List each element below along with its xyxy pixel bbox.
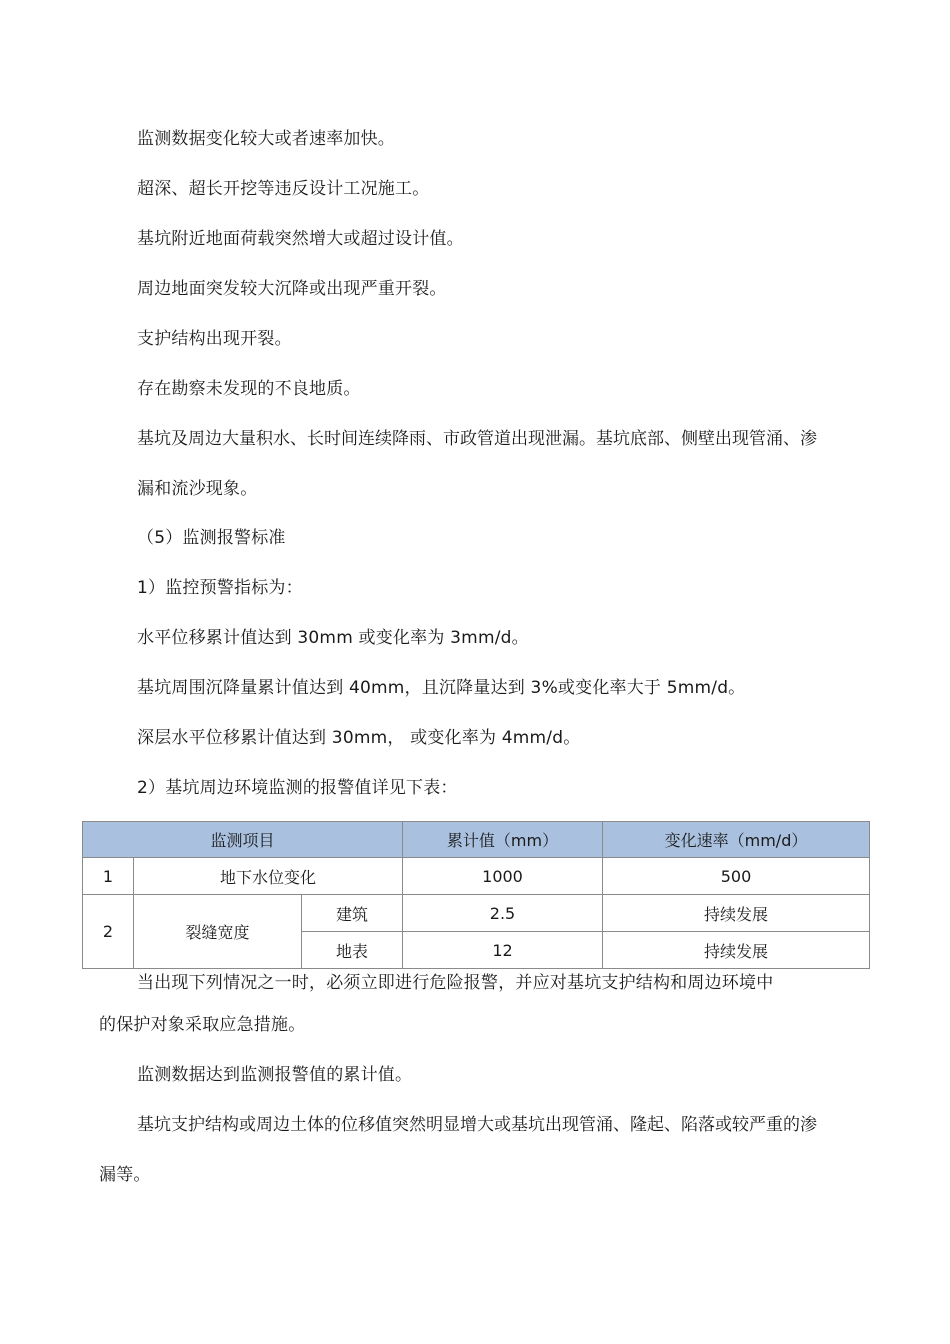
paragraph: 基坑周围沉降量累计值达到 40mm，且沉降量达到 3%或变化率大于 5mm/d。 [137, 678, 746, 698]
table-cell: 裂缝宽度 [134, 895, 302, 969]
table-cell: 12 [403, 932, 603, 969]
paragraph: 水平位移累计值达到 30mm 或变化率为 3mm/d。 [137, 628, 529, 648]
subsection-heading: 2）基坑周边环境监测的报警值详见下表： [137, 778, 458, 798]
table-cell: 1000 [403, 858, 603, 895]
paragraph: 漏等。 [99, 1165, 151, 1185]
table-cell: 持续发展 [603, 932, 870, 969]
header-cell: 累计值（mm） [403, 822, 603, 858]
table-cell: 地下水位变化 [134, 858, 403, 895]
table-cell: 地表 [302, 932, 403, 969]
table-cell: 1 [83, 858, 134, 895]
paragraph: 深层水平位移累计值达到 30mm， 或变化率为 4mm/d。 [137, 728, 581, 748]
section-heading: （5）监测报警标准 [137, 528, 286, 548]
paragraph: 当出现下列情况之一时，必须立即进行危险报警，并应对基坑支护结构和周边环境中 [137, 973, 774, 993]
table-cell: 2 [83, 895, 134, 969]
table-cell: 建筑 [302, 895, 403, 932]
table-row [83, 858, 870, 895]
paragraph: 支护结构出现开裂。 [137, 329, 292, 349]
table-cell: 500 [603, 858, 870, 895]
paragraph: 存在勘察未发现的不良地质。 [137, 379, 361, 399]
header-cell: 监测项目 [83, 822, 403, 858]
table-cell: 2.5 [403, 895, 603, 932]
table-header-row [83, 822, 870, 858]
paragraph: 监测数据变化较大或者速率加快。 [137, 129, 395, 149]
alarm-value-table [82, 821, 870, 969]
paragraph: 基坑支护结构或周边土体的位移值突然明显增大或基坑出现管涌、隆起、陷落或较严重的渗 [137, 1115, 817, 1135]
paragraph: 的保护对象采取应急措施。 [99, 1015, 306, 1035]
subsection-heading: 1）监控预警指标为： [137, 578, 303, 598]
table-row [83, 895, 870, 932]
table-cell: 持续发展 [603, 895, 870, 932]
paragraph: 基坑及周边大量积水、长时间连续降雨、市政管道出现泄漏。基坑底部、侧壁出现管涌、渗 [137, 429, 817, 449]
paragraph: 监测数据达到监测报警值的累计值。 [137, 1065, 413, 1085]
paragraph: 基坑附近地面荷载突然增大或超过设计值。 [137, 229, 464, 249]
paragraph: 漏和流沙现象。 [137, 479, 258, 499]
header-cell: 变化速率（mm/d） [603, 822, 870, 858]
paragraph: 超深、超长开挖等违反设计工况施工。 [137, 179, 430, 199]
paragraph: 周边地面突发较大沉降或出现严重开裂。 [137, 279, 447, 299]
